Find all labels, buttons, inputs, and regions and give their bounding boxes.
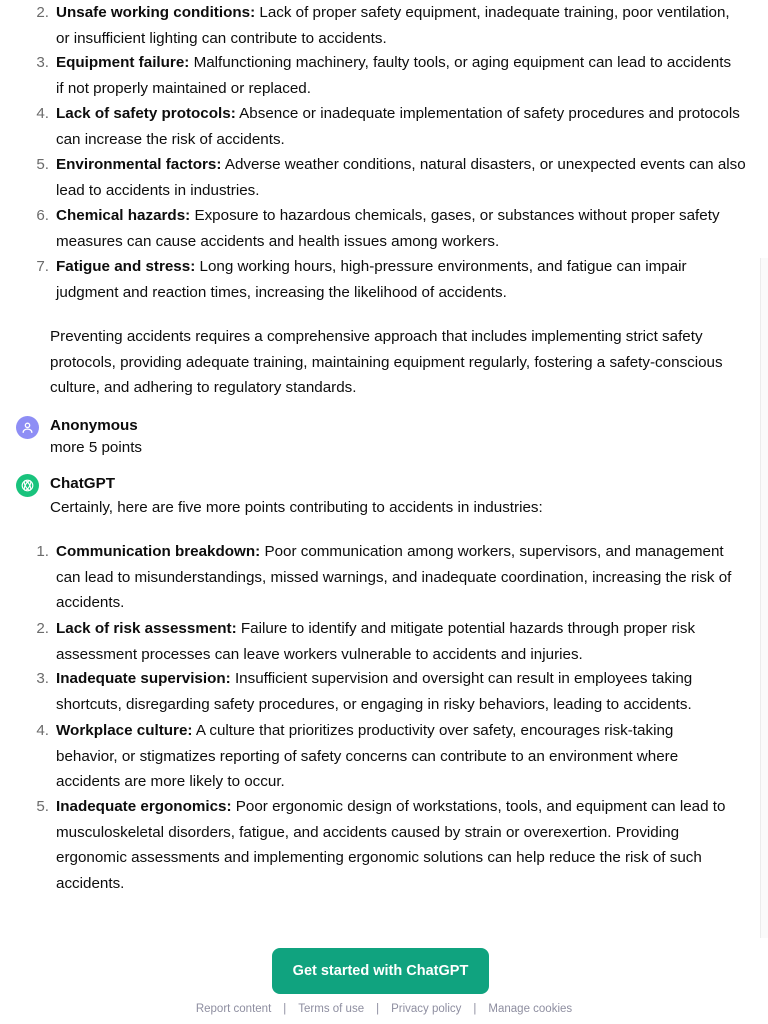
point-title: Inadequate ergonomics:: [56, 798, 232, 815]
list-item: [36, 0, 752, 51]
point-text-cont: measures can cause accidents and health issues among workers.: [56, 232, 500, 250]
list-number: 6.: [36, 207, 49, 224]
list-number: 1.: [36, 543, 49, 560]
point-text-cont: behavior, or stigmatizes reporting of safety concerns can contribute to an environment where: [56, 747, 679, 765]
point-text: Long working hours, high-pressure environments, and fatigue can impair: [199, 258, 687, 275]
list-item: [36, 539, 752, 616]
manage-cookies-link[interactable]: Manage cookies: [488, 1003, 573, 1015]
point-text-cont: lead to accidents in industries.: [56, 181, 260, 199]
list-number: 4.: [36, 722, 49, 739]
privacy-policy-link[interactable]: Privacy policy: [391, 1003, 462, 1015]
footer-separator: |: [283, 1003, 287, 1015]
point-text: Insufficient supervision and oversight can result in employees taking: [234, 670, 693, 687]
user-author: Anonymous: [50, 417, 138, 434]
point-text-cont: or insufficient lighting can contribute to accidents.: [56, 29, 387, 47]
conclusion-line: culture, and adhering to regulatory standards.: [50, 379, 357, 396]
point-text-cont: accidents.: [56, 874, 125, 892]
list-number: 5.: [36, 798, 49, 815]
point-title: Inadequate supervision:: [56, 670, 231, 687]
point-title: Workplace culture:: [56, 722, 193, 739]
list-number: 5.: [36, 156, 49, 173]
point-text-cont: if not properly maintained or replaced.: [56, 79, 311, 97]
point-text: Exposure to hazardous chemicals, gases, or substances without proper safety: [194, 207, 720, 224]
point-title: Communication breakdown:: [56, 543, 261, 560]
assistant-author: ChatGPT: [50, 475, 115, 492]
list-item: [36, 666, 752, 717]
point-text-cont: accidents are more likely to occur.: [56, 773, 285, 790]
point-text-cont: judgment and reaction times, increasing the likelihood of accidents.: [56, 283, 507, 301]
list-number: 2.: [36, 4, 49, 21]
list-item: [36, 794, 752, 896]
point-title: Fatigue and stress:: [56, 258, 196, 275]
point-text-cont: can lead to misunderstandings, missed warnings, and inadequate coordination, increasing the risk of: [56, 568, 732, 586]
footer-separator: |: [376, 1003, 380, 1015]
point-text: Absence or inadequate implementation of safety procedures and protocols: [239, 105, 740, 122]
point-text-cont: ergonomic assessments and implementing ergonomic solutions can help reduce the risk of such: [56, 849, 702, 866]
point-text-cont: can increase the risk of accidents.: [56, 130, 285, 148]
user-avatar: [16, 416, 39, 439]
list-number: 2.: [36, 620, 49, 637]
point-text: A culture that prioritizes productivity over safety, encourages risk-taking: [195, 722, 674, 739]
point-text: Adverse weather conditions, natural disasters, or unexpected events can also: [224, 156, 746, 173]
point-title: Equipment failure:: [56, 54, 190, 71]
point-text: Lack of proper safety equipment, inadequate training, poor ventilation,: [259, 4, 730, 21]
conclusion-paragraph: [50, 324, 750, 401]
conclusion-line: Preventing accidents requires a comprehensive approach that includes implementing strict safety: [50, 328, 703, 345]
point-title: Lack of safety protocols:: [56, 105, 236, 122]
user-icon: [21, 421, 34, 434]
list-item: [36, 616, 752, 667]
list-item: [36, 718, 752, 795]
list-number: 3.: [36, 54, 49, 71]
point-text-cont: accidents.: [56, 594, 125, 611]
get-started-button[interactable]: Get started with ChatGPT: [272, 948, 489, 994]
openai-logo-icon: [20, 478, 35, 493]
conclusion-line: protocols, providing adequate training, maintaining equipment regularly, fostering a safety-conscious: [50, 353, 723, 371]
assistant-avatar: [16, 474, 39, 497]
point-title: Environmental factors:: [56, 156, 222, 173]
point-title: Chemical hazards:: [56, 207, 191, 224]
point-text: Poor ergonomic design of workstations, tools, and equipment can lead to: [235, 798, 726, 815]
assistant-intro: Certainly, here are five more points contributing to accidents in industries:: [50, 499, 543, 516]
user-message-text: more 5 points: [50, 439, 143, 456]
point-title: Lack of risk assessment:: [56, 620, 237, 637]
point-text: Failure to identify and mitigate potential hazards through proper risk: [240, 620, 696, 637]
point-text: Poor communication among workers, supervisors, and management: [264, 543, 724, 560]
list-item: [36, 254, 752, 305]
report-content-link[interactable]: Report content: [195, 1003, 272, 1015]
list-number: 3.: [36, 670, 49, 687]
point-text: Malfunctioning machinery, faulty tools, or aging equipment can lead to accidents: [193, 54, 732, 71]
list-item: [36, 50, 752, 101]
list-number: 7.: [36, 258, 49, 275]
point-text-cont: shortcuts, disregarding safety procedures, or engaging in risky behaviors, leading to accidents.: [56, 695, 692, 713]
footer-links: [0, 1000, 768, 1018]
point-title: Unsafe working conditions:: [56, 4, 256, 21]
scrollbar-track[interactable]: [760, 258, 768, 938]
footer-separator: |: [473, 1003, 477, 1015]
list-item: [36, 203, 752, 254]
list-item: [36, 152, 752, 203]
point-text-cont: musculoskeletal disorders, fatigue, and accidents caused by strain or overexertion. Providing: [56, 823, 680, 841]
list-number: 4.: [36, 105, 49, 122]
point-text-cont: assessment processes can leave workers vulnerable to accidents and injuries.: [56, 645, 583, 663]
list-item: [36, 101, 752, 152]
terms-of-use-link[interactable]: Terms of use: [298, 1003, 365, 1015]
